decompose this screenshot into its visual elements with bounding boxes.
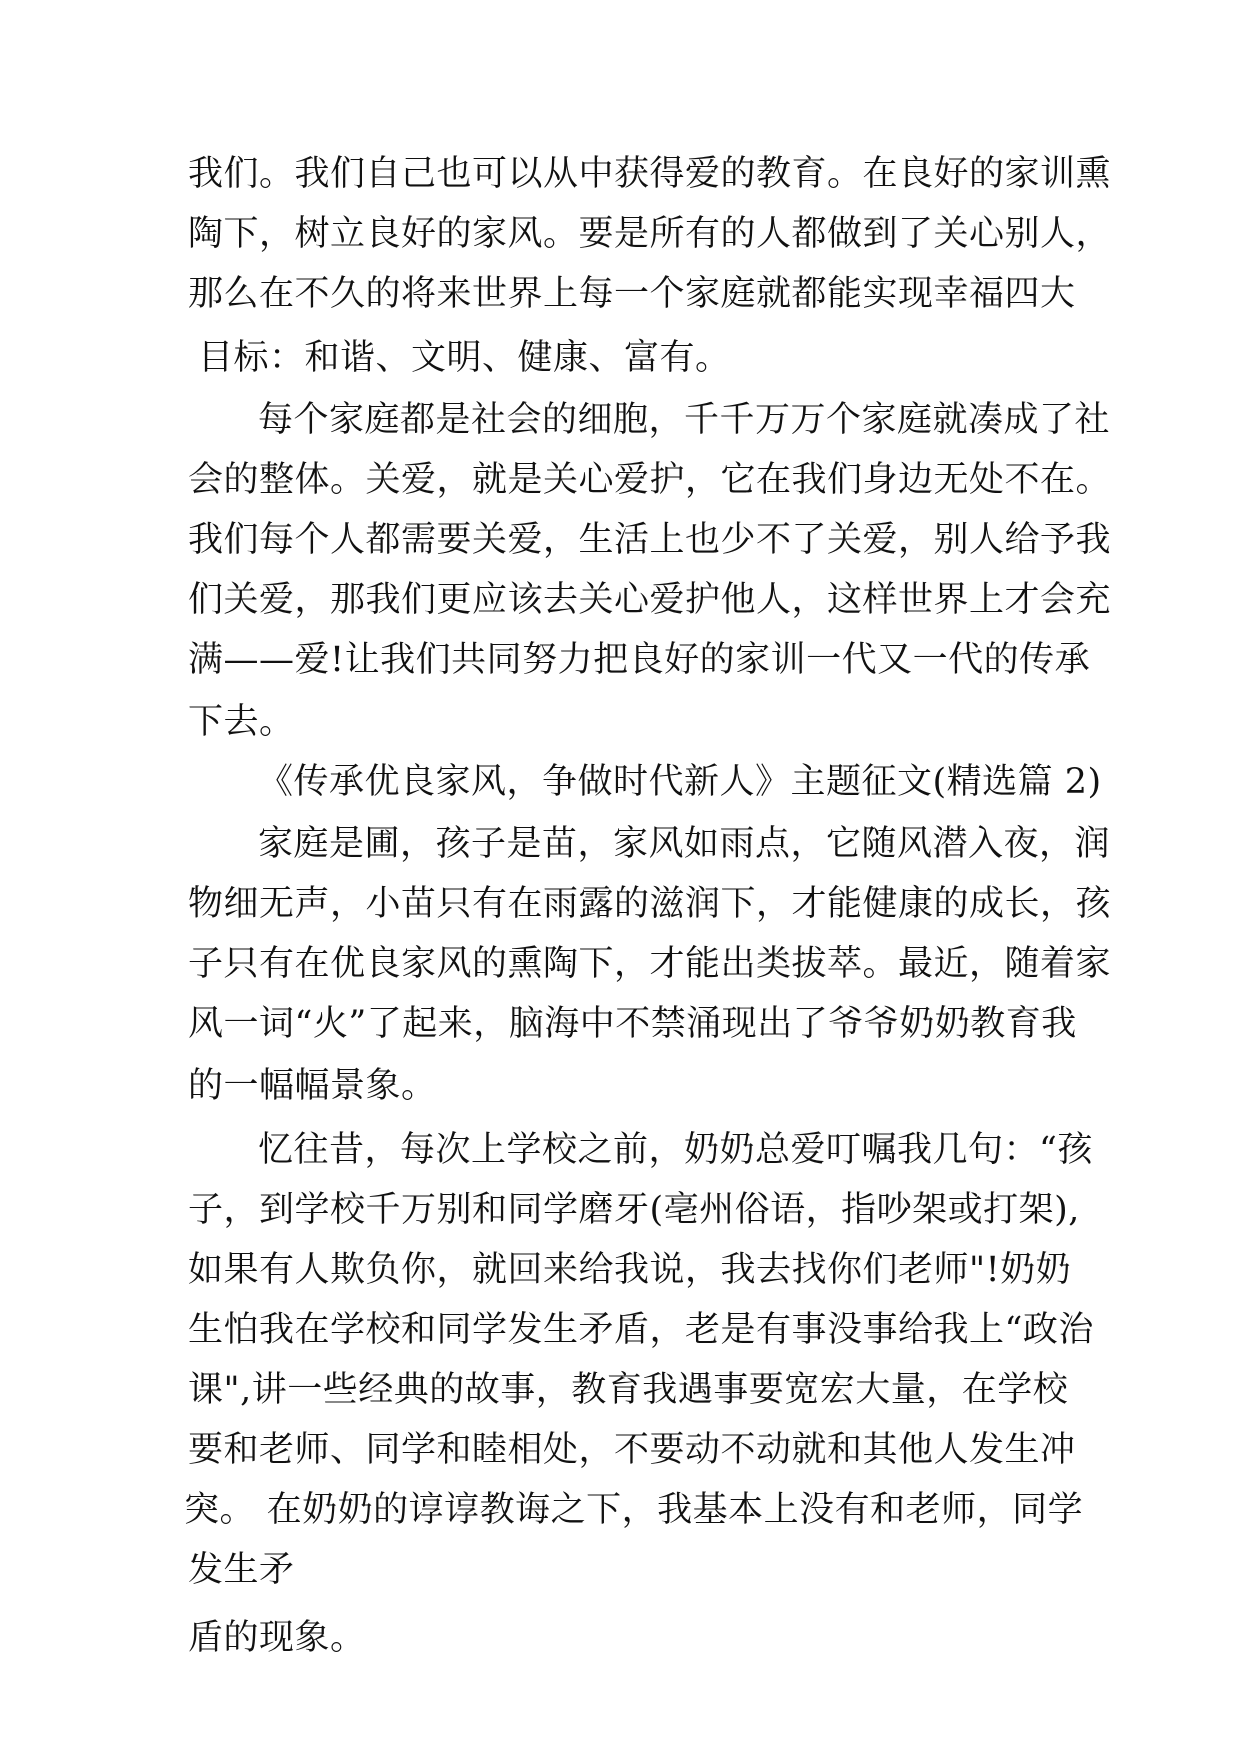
text-line: 会的整体。关爱，就是关心爱护，它在我们身边无处不在。 [188, 460, 1112, 500]
text-line: 我们。我们自己也可以从中获得爱的教育。在良好的家训熏 [188, 154, 1112, 194]
section-heading: 《传承优良家风，争做时代新人》主题征文(精选篇 2) [258, 762, 1102, 802]
text-line: 物细无声，小苗只有在雨露的滋润下，才能健康的成长，孩 [188, 884, 1112, 924]
text-line: 发生矛 [188, 1550, 295, 1590]
text-line: 风一词“火”了起来，脑海中不禁涌现出了爷爷奶奶教育我 [188, 1004, 1077, 1044]
text-line: 那么在不久的将来世界上每一个家庭就都能实现幸福四大 [188, 274, 1076, 314]
text-line: 子，到学校千万别和同学磨牙(亳州俗语，指吵架或打架), [188, 1190, 1080, 1230]
text-line: 满——爱!让我们共同努力把良好的家训一代又一代的传承 [188, 640, 1091, 680]
text-line: 们关爱，那我们更应该去关心爱护他人，这样世界上才会充 [188, 580, 1112, 620]
text-line: 突。 在奶奶的谆谆教诲之下，我基本上没有和老师，同学 [184, 1490, 1084, 1530]
text-line: 子只有在优良家风的熏陶下，才能出类拔萃。最近，随着家 [188, 944, 1112, 984]
text-line: 下去。 [188, 702, 295, 742]
text-line: 陶下，树立良好的家风。要是所有的人都做到了关心别人， [188, 214, 1112, 254]
text-line: 目标：和谐、文明、健康、富有。 [198, 338, 731, 378]
text-line: 的一幅幅景象。 [188, 1066, 437, 1106]
text-line: 盾的现象。 [188, 1618, 366, 1658]
text-line: 课",讲一些经典的故事，教育我遇事要宽宏大量，在学校 [188, 1370, 1069, 1410]
text-line: 生怕我在学校和同学发生矛盾，老是有事没事给我上“政治 [188, 1310, 1094, 1350]
paragraph-first-line: 每个家庭都是社会的细胞，千千万万个家庭就凑成了社 [258, 400, 1111, 440]
paragraph-first-line: 家庭是圃，孩子是苗，家风如雨点，它随风潜入夜，润 [258, 824, 1111, 864]
paragraph-first-line: 忆往昔，每次上学校之前，奶奶总爱叮嘱我几句：“孩 [258, 1130, 1093, 1170]
text-line: 我们每个人都需要关爱，生活上也少不了关爱，别人给予我 [188, 520, 1112, 560]
text-line: 要和老师、同学和睦相处，不要动不动就和其他人发生冲 [188, 1430, 1076, 1470]
text-line: 如果有人欺负你，就回来给我说，我去找你们老师"!奶奶 [188, 1250, 1072, 1290]
